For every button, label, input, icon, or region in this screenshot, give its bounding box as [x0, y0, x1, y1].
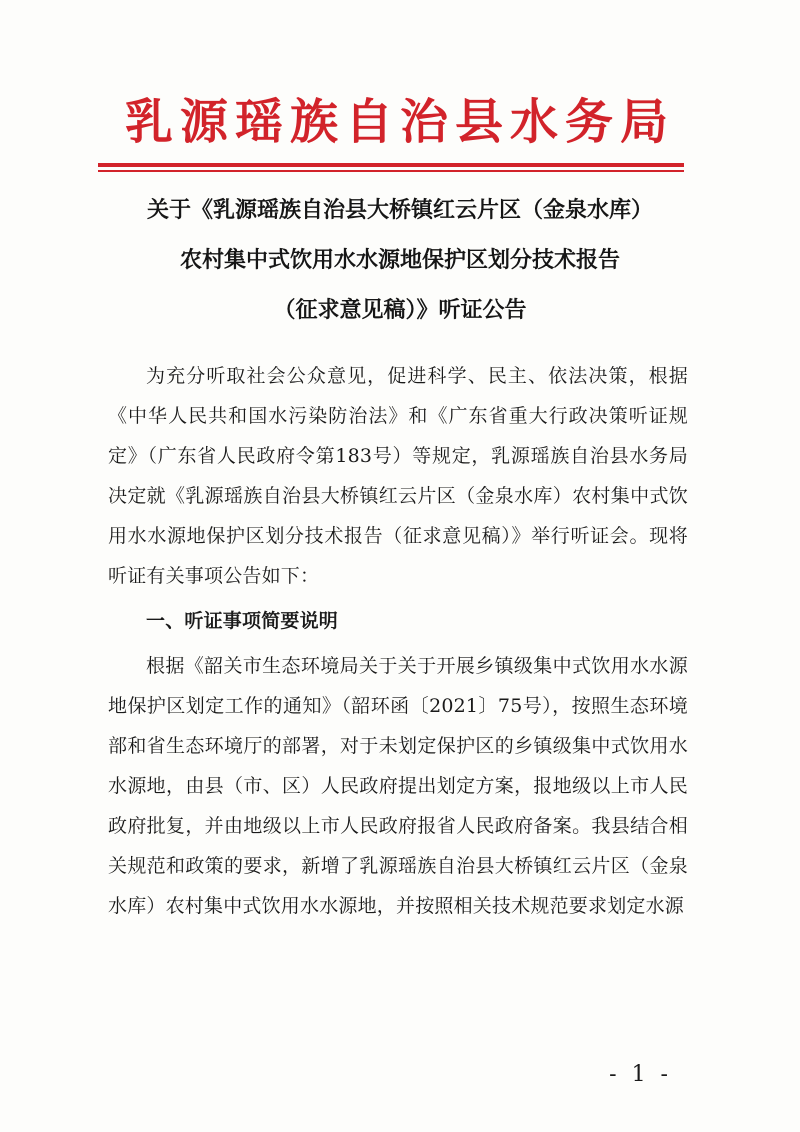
title-line-2: 农村集中式饮用水水源地保护区划分技术报告: [179, 247, 620, 273]
document-body: [108, 356, 688, 926]
header-red-rule-thick: [98, 163, 684, 167]
document-title: [60, 185, 740, 335]
title-line-1: 关于《乳源瑶族自治县大桥镇红云片区（金泉水库）: [146, 197, 653, 223]
organization-header: 乳源瑶族自治县水务局: [124, 94, 675, 150]
intro-paragraph: 为充分听取社会公众意见，促进科学、民主、依法决策，根据《中华人民共和国水污染防治法》和《广东省重大行政决策听证规定》（广东省人民政府令第183号）等规定，乳源瑶族自治县水务局决定就《乳源瑶族自治县大桥镇红云片区（金泉水库）农村集中式饮用水水源地保护区划分技术报告（征求意见稿）》举行听证会。现将听证有关事项公告如下：: [108, 365, 688, 587]
page-number: - 1 -: [609, 1062, 672, 1087]
title-line-3: （征求意见稿）》听证公告: [273, 297, 527, 323]
header-red-rule-thin: [98, 170, 684, 172]
section-heading-1: 一、听证事项简要说明: [146, 610, 339, 632]
section-1-paragraph: 根据《韶关市生态环境局关于关于开展乡镇级集中式饮用水水源地保护区划定工作的通知》（韶环函〔2021〕75号），按照生态环境部和省生态环境厅的部署，对于未划定保护区的乡镇级集中式饮用水水源地，由县（市、区）人民政府提出划定方案，报地级以上市人民政府批复，并由地级以上市人民政府报省人民政府备案。我县结合相关规范和政策的要求，新增了乳源瑶族自治县大桥镇红云片区（金泉水库）农村集中式饮用水水源地，并按照相关技术规范要求划定水源: [108, 655, 688, 917]
